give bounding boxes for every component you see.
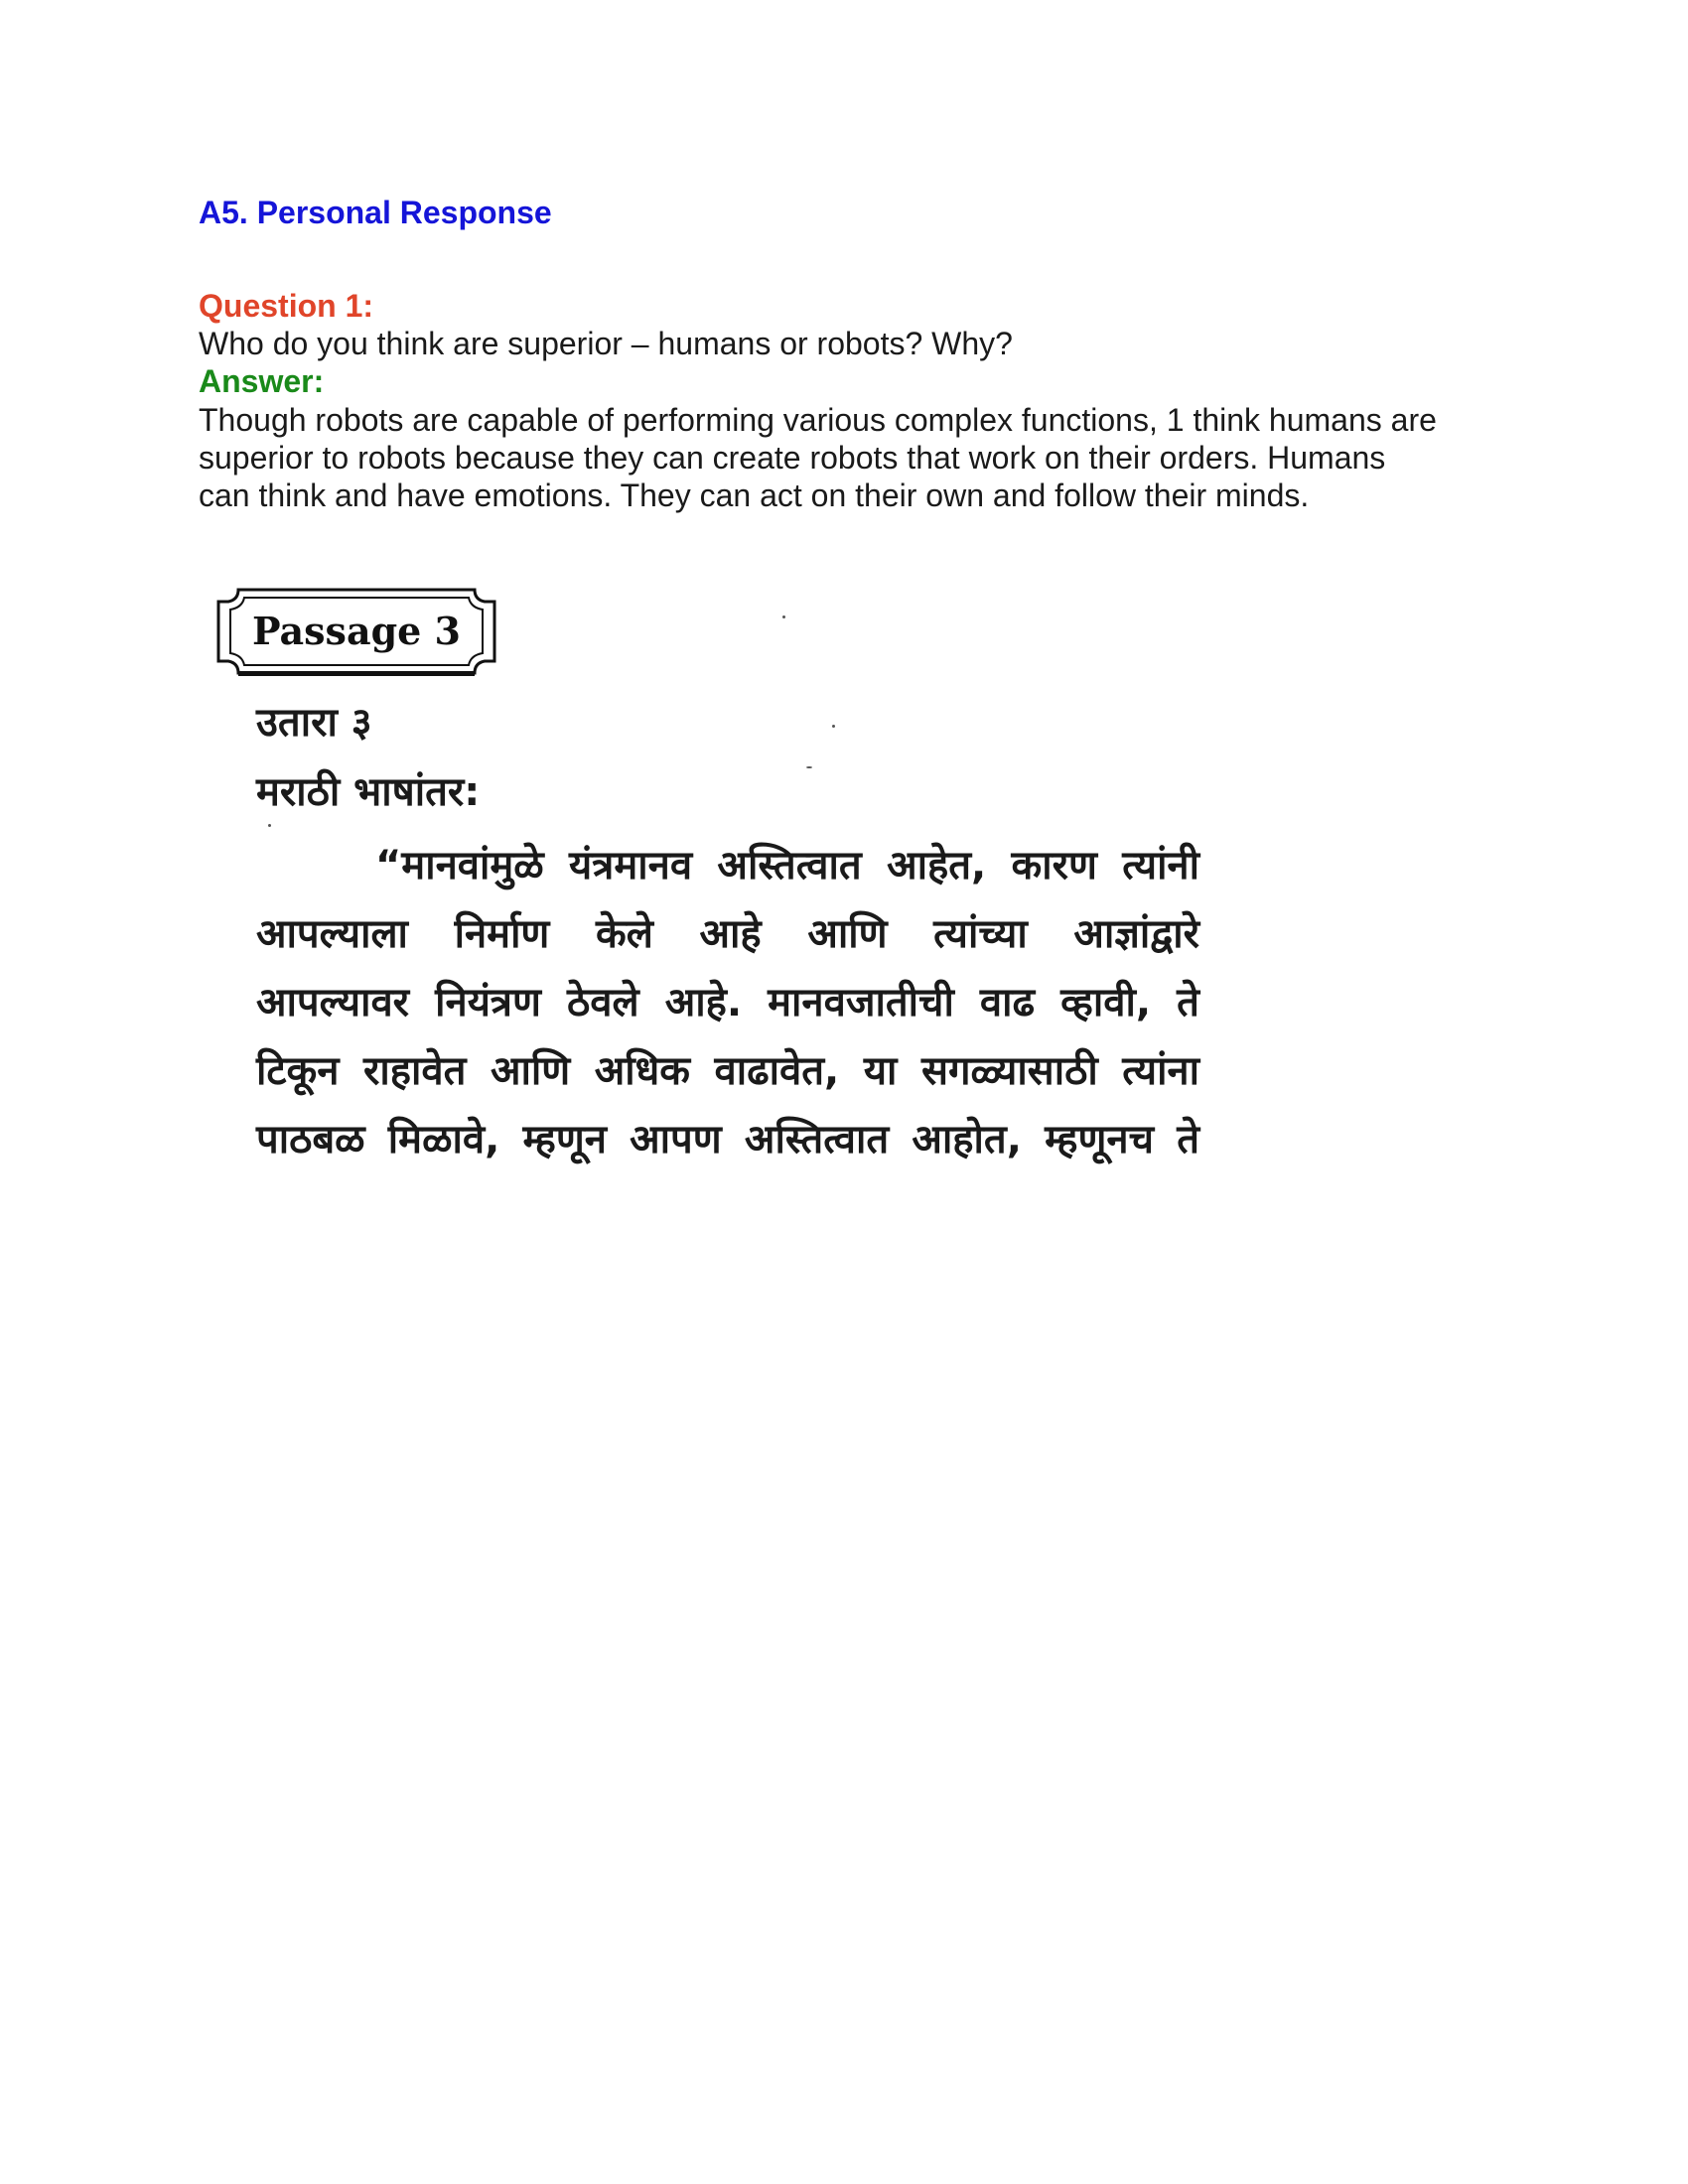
question-label: Question 1: xyxy=(199,288,374,324)
passage-label: Passage 3 xyxy=(251,609,461,653)
passage-line: पाठबळ मिळावे, म्हणून आपण अस्तित्वात आहोत, म्हणूनच ते xyxy=(256,1117,1199,1162)
question-text: Who do you think are superior – humans or robots? Why? xyxy=(199,326,1013,361)
passage-badge xyxy=(214,586,498,677)
scan-speck xyxy=(268,824,271,827)
answer-label: Answer: xyxy=(199,363,325,399)
scan-speck xyxy=(806,766,812,768)
answer-line: superior to robots because they can create robots that work on their orders. Humans xyxy=(199,440,1386,476)
passage-subheading: मराठी भाषांतर: xyxy=(256,769,481,815)
passage-heading: उतारा ३ xyxy=(256,700,372,746)
answer-text xyxy=(199,401,1489,514)
passage-line: आपल्यावर नियंत्रण ठेवले आहे. मानवजातीची वाढ व्हावी, ते xyxy=(256,980,1199,1025)
passage-line: आपल्याला निर्माण केले आहे आणि त्यांच्या आज्ञांद्वारे xyxy=(256,911,1199,957)
passage-line: “मानवांमुळे यंत्रमानव अस्तित्वात आहेत, कारण त्यांनी xyxy=(375,843,1199,888)
scan-speck xyxy=(782,615,785,618)
answer-line: Though robots are capable of performing various complex functions, 1 think humans are xyxy=(199,402,1437,438)
passage-paragraph xyxy=(256,832,1199,1174)
answer-line: can think and have emotions. They can act on their own and follow their minds. xyxy=(199,478,1310,513)
scan-speck xyxy=(832,725,835,728)
passage-line: टिकून राहावेत आणि अधिक वाढावेत, या सगळ्यासाठी त्यांना xyxy=(256,1048,1199,1094)
section-title: A5. Personal Response xyxy=(199,195,552,230)
